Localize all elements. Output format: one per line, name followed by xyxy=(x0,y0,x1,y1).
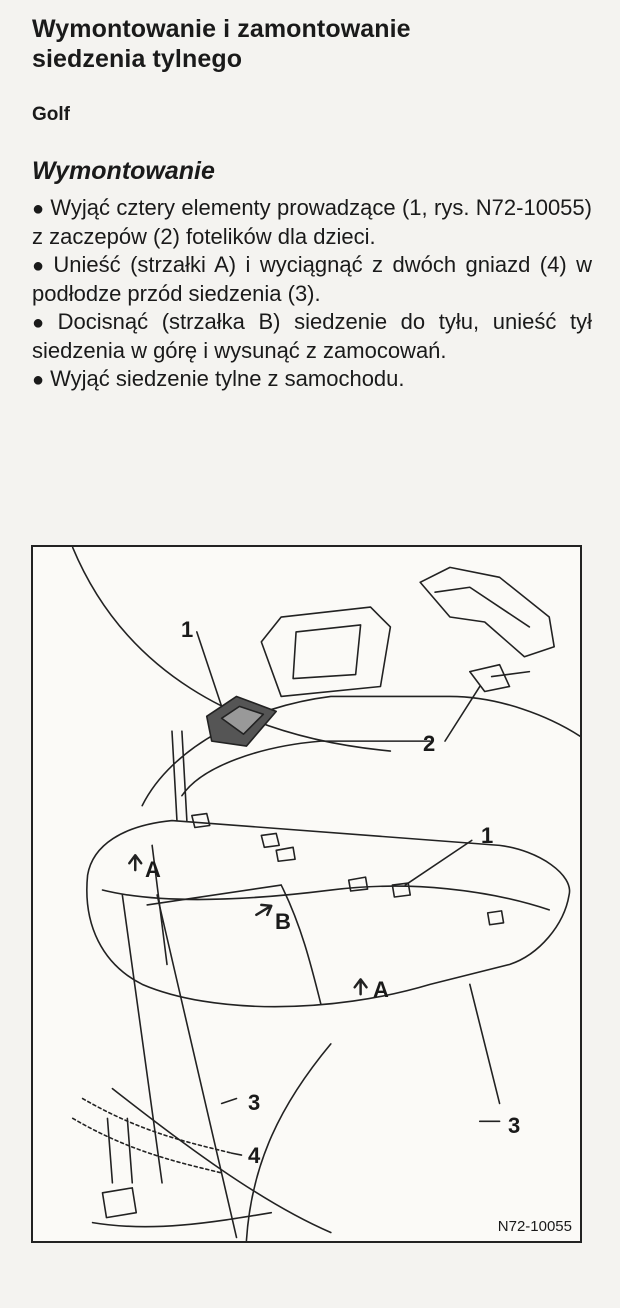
title-line-1: Wymontowanie i zamontowanie xyxy=(32,15,411,43)
rear-seat-illustration xyxy=(33,547,580,1241)
floor-socket xyxy=(102,1188,136,1218)
step-text: Docisnąć (strzałka B) siedzenie do tyłu, unieść tył siedzenia w górę i wysunąć z zamocowań. xyxy=(32,309,592,363)
bullet-icon: ● xyxy=(32,369,45,391)
step-text: Wyjąć cztery elementy prowadzące (1, rys. N72-10055) z zaczepów (2) fotelików dla dzieci. xyxy=(32,195,592,249)
callout-a-mid: A xyxy=(373,977,389,1002)
callout-1-right: 1 xyxy=(481,823,494,848)
seat-back-top xyxy=(142,696,580,805)
bullet-icon: ● xyxy=(32,255,48,277)
callout-leader xyxy=(222,1099,237,1104)
step-item xyxy=(32,365,592,394)
step-item xyxy=(32,308,592,365)
headrest-inner xyxy=(293,625,361,679)
callout-a-left: A xyxy=(145,857,161,882)
seat-cushion xyxy=(87,821,570,1007)
bullet-icon: ● xyxy=(32,312,52,334)
seat-back-crease xyxy=(182,741,430,796)
callout-2: 2 xyxy=(423,731,436,756)
document-page xyxy=(32,14,592,394)
anchor-hook xyxy=(470,665,510,692)
callout-4: 4 xyxy=(248,1143,261,1168)
callout-1-top: 1 xyxy=(181,617,194,642)
title-line-2: siedzenia tylnego xyxy=(32,45,243,73)
step-list xyxy=(32,194,592,394)
step-item xyxy=(32,194,592,251)
section-heading: Wymontowanie xyxy=(32,157,215,185)
model-name: Golf xyxy=(32,104,70,125)
headrest xyxy=(261,607,390,696)
callout-leader xyxy=(445,687,480,742)
callout-3-left: 3 xyxy=(248,1090,261,1115)
callout-b: B xyxy=(275,909,291,934)
step-text: Unieść (strzałki A) i wyciągnąć z dwóch gniazd (4) w podłodze przód siedzenia (3). xyxy=(32,252,592,306)
callout-leader xyxy=(405,840,472,885)
bullet-icon: ● xyxy=(32,198,45,220)
rear-seat-figure xyxy=(31,545,582,1243)
child-seat-anchor-bracket xyxy=(420,567,554,656)
callout-leader xyxy=(232,1153,242,1155)
callout-3-right: 3 xyxy=(508,1113,521,1138)
step-text: Wyjąć siedzenie tylne z samochodu. xyxy=(50,366,405,391)
figure-code: N72-10055 xyxy=(497,1218,572,1235)
page-title xyxy=(32,14,592,74)
step-item xyxy=(32,251,592,308)
